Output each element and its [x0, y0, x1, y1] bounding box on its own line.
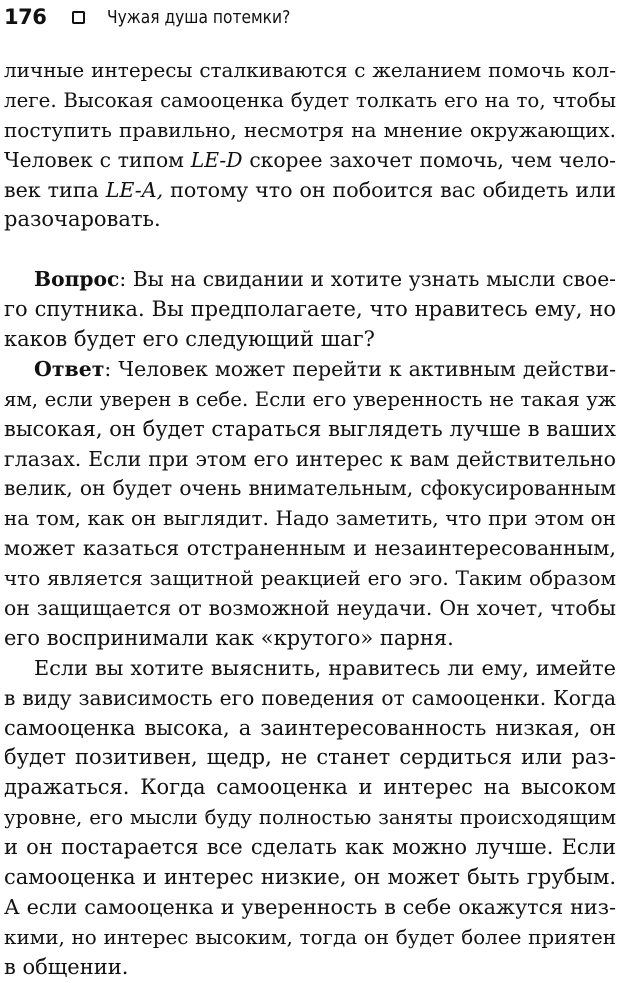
- text-line: дражаться. Когда самооценка и интерес на высоком: [4, 775, 616, 800]
- text-line: самооценка и интерес низкие, он может быть грубым.: [4, 865, 616, 890]
- type-code-le-a: LE-A,: [105, 177, 164, 202]
- text-line: в виду зависимость его поведения от самооценки. Когда: [4, 685, 616, 710]
- question-label: Вопрос: [34, 267, 120, 292]
- text-line: самооценка высока, а заинтересованность низкая, он: [4, 715, 616, 740]
- text-line: каков будет его следующий шаг?: [4, 327, 375, 352]
- type-code-le-d: LE-D: [190, 147, 243, 172]
- text-line: будет позитивен, щедр, не станет сердиться или раз-: [4, 745, 616, 770]
- running-header: [4, 0, 616, 34]
- text-line: Человек с типом LE-D скорее захочет помочь, чем чело-: [4, 147, 617, 172]
- answer-line: Ответ: Человек может перейти к активным действи-: [34, 356, 616, 381]
- text-line: его воспринимали как «крутого» парня.: [4, 625, 454, 650]
- text-line: и он постарается все сделать как можно лучше. Если: [4, 835, 616, 860]
- text-line: Если вы хотите выяснить, нравитесь ли ему, имейте: [34, 655, 616, 680]
- text-line: что является защитной реакцией его эго. Таким образом: [4, 566, 616, 591]
- text-line: поступить правильно, несмотря на мнение окружающих.: [4, 117, 616, 142]
- running-title: Чужая душа потемки?: [107, 6, 291, 28]
- text-line: го спутника. Вы предполагаете, что нравитесь ему, но: [4, 297, 616, 322]
- text-line: век типа LE-A, потому что он побоится вас обидеть или: [4, 177, 616, 202]
- text-line: кими, но интерес высоким, тогда он будет более приятен: [4, 925, 616, 949]
- text-line: уровне, его мысли буду полностью заняты происходящим: [4, 806, 616, 830]
- text-line: велик, он будет очень внимательным, сфокусированным: [4, 476, 616, 501]
- body-text: [4, 56, 616, 983]
- text-line: может казаться отстраненным и незаинтересованным,: [4, 536, 616, 561]
- text-line: на том, как он выглядит. Надо заметить, что при этом он: [4, 506, 616, 531]
- page-number: 176: [4, 5, 47, 29]
- text-line: глазах. Если при этом его интерес к вам действительно: [4, 446, 616, 471]
- text-line: в общении.: [4, 954, 129, 979]
- text-line: А если самооценка и уверенность в себе окажутся низ-: [4, 894, 616, 919]
- text-line: личные интересы сталкиваются с желанием помочь кол-: [4, 58, 616, 82]
- answer-label: Ответ: [34, 356, 105, 381]
- text-line: высокая, он будет стараться выглядеть лучше в ваших: [4, 416, 616, 441]
- question-line: Вопрос: Вы на свидании и хотите узнать мысли свое-: [34, 267, 616, 292]
- checkbox-square-icon: [72, 11, 85, 24]
- text-line: ям, если уверен в себе. Если его уверенность не такая уж: [4, 387, 616, 411]
- text-line: разочаровать.: [4, 207, 161, 232]
- text-line: леге. Высокая самооценка будет толкать его на то, чтобы: [4, 88, 616, 112]
- paragraph-gap: [4, 235, 616, 265]
- text-line: он защищается от возможной неудачи. Он хочет, чтобы: [4, 596, 616, 621]
